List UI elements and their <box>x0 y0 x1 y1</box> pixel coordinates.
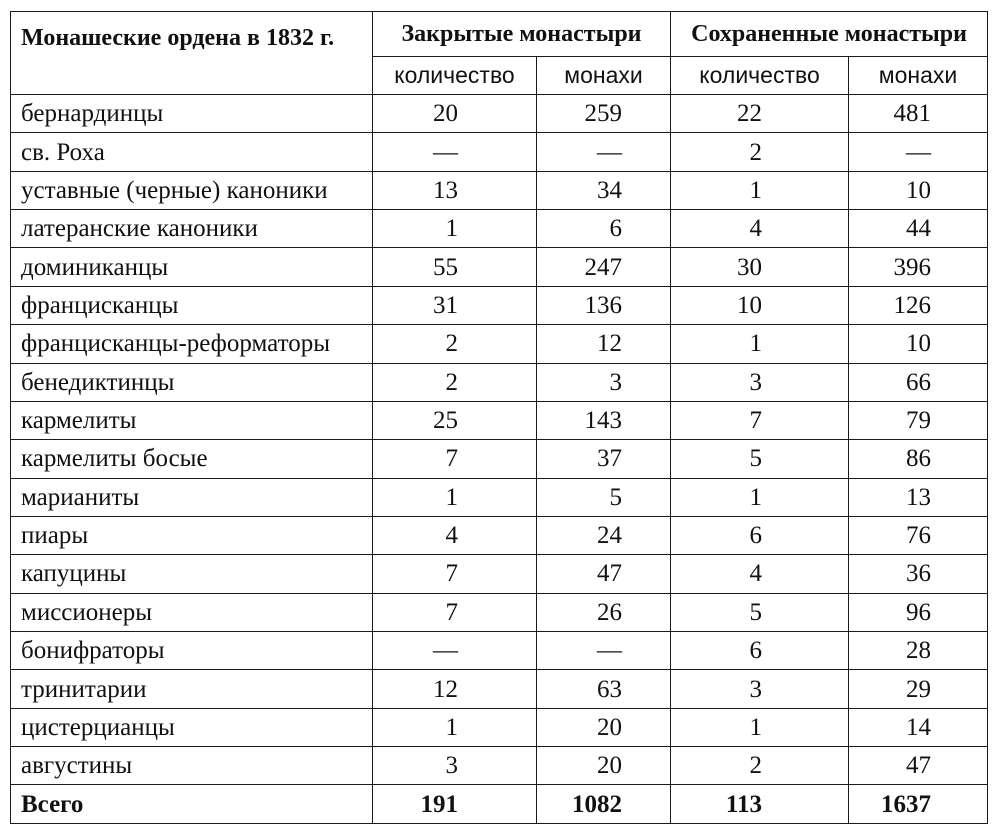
kept-monks-cell: 44 <box>849 210 988 248</box>
subheader-kept-count: количество <box>671 57 849 95</box>
closed-monks-cell: 34 <box>537 171 671 209</box>
order-name-cell: бонифраторы <box>11 632 373 670</box>
header-row-groups <box>11 12 988 57</box>
kept-count-cell: 4 <box>671 555 849 593</box>
monastic-orders-table <box>10 11 988 824</box>
closed-monks-cell: 247 <box>537 248 671 286</box>
table-row <box>11 210 988 248</box>
kept-count-cell: 7 <box>671 401 849 439</box>
closed-count-cell: 2 <box>373 325 537 363</box>
order-name-cell: бернардинцы <box>11 95 373 133</box>
total-row <box>11 785 988 824</box>
closed-count-cell: — <box>373 133 537 171</box>
kept-monks-cell: 79 <box>849 401 988 439</box>
kept-monks-cell: 396 <box>849 248 988 286</box>
order-name-cell: капуцины <box>11 555 373 593</box>
closed-monks-cell: 47 <box>537 555 671 593</box>
kept-monks-cell: 10 <box>849 325 988 363</box>
kept-monks-cell: 66 <box>849 363 988 401</box>
order-name-cell: латеранские каноники <box>11 210 373 248</box>
order-name-cell: Всего <box>11 785 373 824</box>
closed-count-cell: — <box>373 632 537 670</box>
header-orders: Монашеские ордена в 1832 г. <box>11 12 373 95</box>
order-name-cell: францисканцы <box>11 286 373 324</box>
closed-monks-cell: 259 <box>537 95 671 133</box>
kept-monks-cell: 29 <box>849 670 988 708</box>
closed-monks-cell: 20 <box>537 747 671 785</box>
kept-monks-cell: 86 <box>849 440 988 478</box>
kept-count-cell: 3 <box>671 363 849 401</box>
closed-monks-cell: 3 <box>537 363 671 401</box>
table-row <box>11 133 988 171</box>
order-name-cell: бенедиктинцы <box>11 363 373 401</box>
closed-count-cell: 13 <box>373 171 537 209</box>
closed-count-cell: 3 <box>373 747 537 785</box>
order-name-cell: марианиты <box>11 478 373 516</box>
kept-count-cell: 2 <box>671 747 849 785</box>
kept-count-cell: 6 <box>671 632 849 670</box>
order-name-cell: францисканцы-реформаторы <box>11 325 373 363</box>
kept-count-cell: 6 <box>671 516 849 554</box>
kept-monks-cell: 96 <box>849 593 988 631</box>
table-row <box>11 478 988 516</box>
closed-monks-cell: — <box>537 632 671 670</box>
table-row <box>11 516 988 554</box>
closed-count-cell: 25 <box>373 401 537 439</box>
kept-count-cell: 3 <box>671 670 849 708</box>
closed-count-cell: 2 <box>373 363 537 401</box>
kept-monks-cell: 14 <box>849 708 988 746</box>
order-name-cell: тринитарии <box>11 670 373 708</box>
closed-count-cell: 7 <box>373 593 537 631</box>
closed-count-cell: 1 <box>373 210 537 248</box>
kept-count-cell: 2 <box>671 133 849 171</box>
kept-monks-cell: 126 <box>849 286 988 324</box>
table-row <box>11 747 988 785</box>
kept-monks-cell: 13 <box>849 478 988 516</box>
kept-monks-cell: 10 <box>849 171 988 209</box>
order-name-cell: августины <box>11 747 373 785</box>
order-name-cell: пиары <box>11 516 373 554</box>
kept-count-cell: 1 <box>671 708 849 746</box>
order-name-cell: цистерцианцы <box>11 708 373 746</box>
kept-monks-cell: 28 <box>849 632 988 670</box>
table-row <box>11 632 988 670</box>
closed-count-cell: 1 <box>373 478 537 516</box>
kept-monks-cell: 481 <box>849 95 988 133</box>
table-row <box>11 401 988 439</box>
table-row <box>11 555 988 593</box>
table-row <box>11 708 988 746</box>
kept-count-cell: 4 <box>671 210 849 248</box>
closed-count-cell: 20 <box>373 95 537 133</box>
closed-monks-cell: 136 <box>537 286 671 324</box>
order-name-cell: доминиканцы <box>11 248 373 286</box>
kept-count-cell: 1 <box>671 478 849 516</box>
header-kept-monasteries: Сохраненные монастыри <box>671 12 988 57</box>
subheader-closed-monks: монахи <box>537 57 671 95</box>
table-row <box>11 171 988 209</box>
order-name-cell: миссионеры <box>11 593 373 631</box>
closed-count-cell: 7 <box>373 555 537 593</box>
table-row <box>11 440 988 478</box>
table-row <box>11 363 988 401</box>
order-name-cell: св. Роха <box>11 133 373 171</box>
closed-monks-cell: 20 <box>537 708 671 746</box>
header-closed-monasteries: Закрытые монастыри <box>373 12 671 57</box>
kept-monks-cell: 1637 <box>849 785 988 824</box>
closed-monks-cell: 5 <box>537 478 671 516</box>
closed-count-cell: 4 <box>373 516 537 554</box>
kept-count-cell: 10 <box>671 286 849 324</box>
kept-count-cell: 30 <box>671 248 849 286</box>
table-row <box>11 593 988 631</box>
closed-count-cell: 31 <box>373 286 537 324</box>
closed-monks-cell: 63 <box>537 670 671 708</box>
closed-monks-cell: 26 <box>537 593 671 631</box>
closed-monks-cell: 12 <box>537 325 671 363</box>
table-body <box>11 95 988 824</box>
order-name-cell: кармелиты босые <box>11 440 373 478</box>
closed-count-cell: 7 <box>373 440 537 478</box>
kept-monks-cell: 36 <box>849 555 988 593</box>
kept-count-cell: 5 <box>671 440 849 478</box>
closed-count-cell: 55 <box>373 248 537 286</box>
closed-count-cell: 1 <box>373 708 537 746</box>
table-row <box>11 670 988 708</box>
kept-count-cell: 1 <box>671 171 849 209</box>
kept-monks-cell: — <box>849 133 988 171</box>
order-name-cell: уставные (черные) каноники <box>11 171 373 209</box>
kept-monks-cell: 76 <box>849 516 988 554</box>
subheader-closed-count: количество <box>373 57 537 95</box>
closed-count-cell: 191 <box>373 785 537 824</box>
closed-monks-cell: 37 <box>537 440 671 478</box>
table-header <box>11 12 988 95</box>
closed-monks-cell: 143 <box>537 401 671 439</box>
closed-monks-cell: 6 <box>537 210 671 248</box>
subheader-kept-monks: монахи <box>849 57 988 95</box>
closed-monks-cell: 24 <box>537 516 671 554</box>
table-row <box>11 286 988 324</box>
table-row <box>11 95 988 133</box>
kept-monks-cell: 47 <box>849 747 988 785</box>
order-name-cell: кармелиты <box>11 401 373 439</box>
kept-count-cell: 22 <box>671 95 849 133</box>
closed-monks-cell: 1082 <box>537 785 671 824</box>
table-row <box>11 248 988 286</box>
kept-count-cell: 1 <box>671 325 849 363</box>
kept-count-cell: 113 <box>671 785 849 824</box>
kept-count-cell: 5 <box>671 593 849 631</box>
table-row <box>11 325 988 363</box>
closed-monks-cell: — <box>537 133 671 171</box>
closed-count-cell: 12 <box>373 670 537 708</box>
